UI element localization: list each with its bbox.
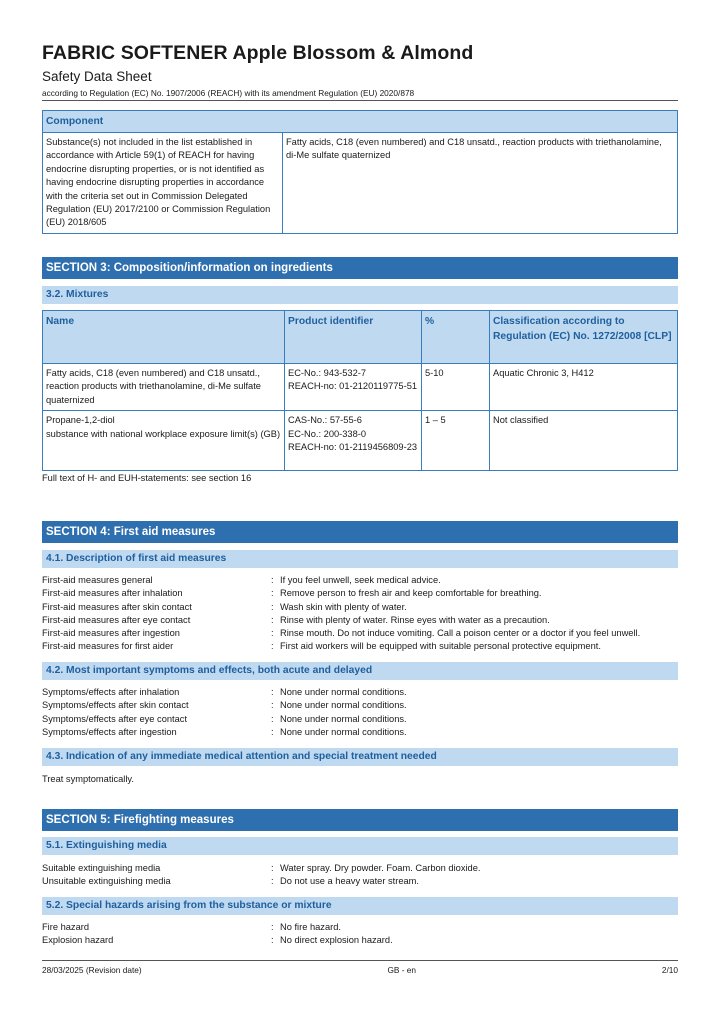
reach-number: REACH-no: 01-2120119775-51 [288, 381, 418, 392]
regulation-line: according to Regulation (EC) No. 1907/2006 (REACH) with its amendment Regulation (EU) 2020/878 [42, 88, 415, 98]
item-label: Fire hazard [42, 922, 90, 932]
col-classification: Classification according to Regulation (EC) No. 1272/2008 [CLP] [490, 311, 678, 364]
list-item: Symptoms/effects after skin contact : None under normal conditions. [42, 699, 678, 712]
ingredient-percent: 5-10 [422, 364, 490, 411]
ingredient-identifier [285, 364, 422, 411]
item-value: Remove person to fresh air and keep comfortable for breathing. [280, 588, 542, 599]
first-aid-list [42, 574, 678, 654]
cas-number: CAS-No.: 57-55-6 [288, 415, 362, 426]
revision-date: 28/03/2025 (Revision date) [42, 965, 142, 975]
mixtures-table [42, 310, 678, 471]
item-value: No fire hazard. [280, 922, 341, 932]
section-5-title: SECTION 5: Firefighting measures [42, 809, 678, 831]
extinguishing-media-list [42, 862, 678, 889]
subsection-4-1-title: 4.1. Description of first aid measures [42, 550, 678, 568]
ec-number: EC-No.: 200-338-0 [288, 428, 367, 439]
col-product-identifier: Product identifier [285, 311, 422, 364]
list-item: First-aid measures after ingestion : Rinse mouth. Do not induce vomiting. Call a poison center or a doctor if you feel unwell. [42, 627, 678, 640]
table-row [43, 364, 678, 411]
component-label: Substance(s) not included in the list established in accordance with Article 59(1) of REACH for having endocrine disrupting properties, or is not identified as having endocrine disrupting properties in accordance with the criteria set out in Commission Delegated Regulation (EU) 2017/2100 or Commission Regulation (EU) 2018/605 [43, 133, 283, 234]
header-divider [42, 100, 678, 101]
list-item: First-aid measures after eye contact : Rinse with plenty of water. Rinse eyes with water as a precaution. [42, 614, 678, 627]
h-statements-note: Full text of H- and EUH-statements: see section 16 [42, 473, 252, 483]
item-value: Rinse mouth. Do not induce vomiting. Call a poison center or a doctor if you feel unwell. [280, 628, 641, 639]
subsection-5-1-title: 5.1. Extinguishing media [42, 837, 678, 855]
col-percent: % [422, 311, 490, 364]
treatment-text: Treat symptomatically. [42, 774, 134, 784]
subsection-4-3-title: 4.3. Indication of any immediate medical attention and special treatment needed [42, 748, 678, 766]
item-value: Rinse with plenty of water. Rinse eyes with water as a precaution. [280, 614, 550, 625]
ingredient-percent: 1 – 5 [422, 411, 490, 471]
item-value: Water spray. Dry powder. Foam. Carbon dioxide. [280, 863, 481, 873]
item-value: Wash skin with plenty of water. [280, 601, 407, 612]
item-label: Symptoms/effects after inhalation [42, 687, 180, 697]
item-label: First-aid measures after skin contact [42, 601, 192, 612]
item-value: None under normal conditions. [280, 687, 407, 697]
item-value: No direct explosion hazard. [280, 935, 393, 946]
item-label: Suitable extinguishing media [42, 863, 161, 873]
col-name: Name [43, 311, 285, 364]
list-item: Unsuitable extinguishing media : Do not use a heavy water stream. [42, 875, 678, 888]
document-subtitle: Safety Data Sheet [42, 69, 152, 84]
item-label: First-aid measures for first aider [42, 641, 174, 652]
component-value: Fatty acids, C18 (even numbered) and C18 unsatd., reaction products with triethanolamine, di-Me sulfate quaternized [283, 133, 678, 234]
list-item: Fire hazard : No fire hazard. [42, 921, 678, 934]
list-item: Symptoms/effects after eye contact : None under normal conditions. [42, 713, 678, 726]
section-4-title: SECTION 4: First aid measures [42, 521, 678, 543]
component-table [42, 110, 678, 234]
item-label: Symptoms/effects after skin contact [42, 700, 189, 711]
ingredient-classification: Not classified [490, 411, 678, 471]
item-label: Explosion hazard [42, 935, 114, 946]
table-row [43, 411, 678, 471]
item-value: None under normal conditions. [280, 726, 407, 737]
item-label: First-aid measures general [42, 575, 153, 585]
page-number: 2/10 [661, 965, 678, 975]
subsection-5-2-title: 5.2. Special hazards arising from the substance or mixture [42, 897, 678, 915]
item-value: None under normal conditions. [280, 713, 407, 724]
list-item: Suitable extinguishing media : Water spray. Dry powder. Foam. Carbon dioxide. [42, 862, 678, 875]
subsection-4-2-title: 4.2. Most important symptoms and effects, both acute and delayed [42, 662, 678, 680]
ingredient-name: Fatty acids, C18 (even numbered) and C18 unsatd., reaction products with triethanolamine, di-Me sulfate quaternized [43, 364, 285, 411]
footer-divider [42, 960, 678, 961]
component-header: Component [43, 111, 678, 133]
page-footer [42, 965, 678, 975]
item-label: First-aid measures after ingestion [42, 628, 180, 639]
list-item: Symptoms/effects after ingestion : None under normal conditions. [42, 726, 678, 739]
item-value: Do not use a heavy water stream. [280, 876, 420, 887]
item-label: First-aid measures after inhalation [42, 588, 183, 599]
list-item: First-aid measures for first aider : First aid workers will be equipped with suitable personal protective equipment. [42, 640, 678, 653]
item-label: Symptoms/effects after eye contact [42, 713, 188, 724]
subsection-3-2-title: 3.2. Mixtures [42, 286, 678, 304]
item-value: If you feel unwell, seek medical advice. [280, 575, 441, 585]
section-3-title: SECTION 3: Composition/information on ingredients [42, 257, 678, 279]
item-label: Symptoms/effects after ingestion [42, 726, 177, 737]
ec-number: EC-No.: 943-532-7 [288, 368, 367, 378]
ingredient-classification: Aquatic Chronic 3, H412 [490, 364, 678, 411]
item-label: First-aid measures after eye contact [42, 614, 191, 625]
ingredient-identifier [285, 411, 422, 471]
symptoms-list [42, 686, 678, 739]
special-hazards-list [42, 921, 678, 948]
document-title: FABRIC SOFTENER Apple Blossom & Almond [42, 42, 474, 64]
reach-number: REACH-no: 01-2119456809-23 [288, 442, 418, 453]
list-item: Symptoms/effects after inhalation : None under normal conditions. [42, 686, 678, 699]
list-item: First-aid measures general : If you feel unwell, seek medical advice. [42, 574, 678, 587]
list-item: First-aid measures after inhalation : Remove person to fresh air and keep comfortable for breathing. [42, 587, 678, 600]
item-value: First aid workers will be equipped with suitable personal protective equipment. [280, 641, 601, 652]
item-value: None under normal conditions. [280, 700, 407, 711]
list-item: Explosion hazard : No direct explosion hazard. [42, 934, 678, 947]
item-label: Unsuitable extinguishing media [42, 876, 171, 887]
list-item: First-aid measures after skin contact : Wash skin with plenty of water. [42, 601, 678, 614]
language-code: GB - en [387, 965, 417, 975]
ingredient-name: Propane-1,2-diol substance with national workplace exposure limit(s) (GB) [43, 411, 285, 471]
